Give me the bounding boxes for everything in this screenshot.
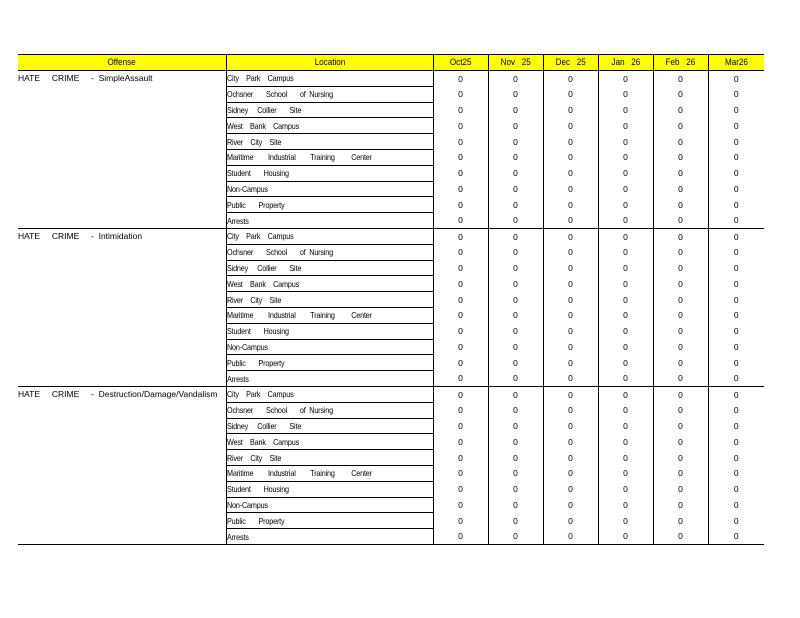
count-cell: 0 [543, 276, 598, 292]
count-cell: 0 [598, 228, 653, 244]
count-cell: 0 [653, 86, 708, 102]
location-label: Sidney Collier Site [226, 262, 301, 273]
count-cell: 0 [653, 165, 708, 181]
count-cell: 0 [653, 529, 708, 545]
count-cell: 0 [653, 213, 708, 229]
location-label: Non-Campus [226, 341, 268, 352]
count-cell: 0 [598, 355, 653, 371]
count-cell: 0 [598, 465, 653, 481]
location-cell [226, 371, 433, 387]
count-cell: 0 [598, 497, 653, 513]
count-cell: 0 [543, 228, 598, 244]
count-cell: 0 [708, 197, 764, 213]
location-cell [226, 434, 433, 450]
count-cell: 0 [433, 71, 488, 87]
location-cell [226, 181, 433, 197]
count-cell: 0 [433, 513, 488, 529]
count-cell: 0 [543, 418, 598, 434]
location-cell [226, 513, 433, 529]
count-cell: 0 [433, 149, 488, 165]
count-cell: 0 [543, 339, 598, 355]
count-cell: 0 [543, 465, 598, 481]
count-cell: 0 [653, 386, 708, 402]
count-cell: 0 [543, 260, 598, 276]
count-cell: 0 [653, 292, 708, 308]
location-cell [226, 386, 433, 402]
count-cell: 0 [598, 292, 653, 308]
count-cell: 0 [543, 165, 598, 181]
count-cell: 0 [433, 307, 488, 323]
count-cell: 0 [598, 260, 653, 276]
count-cell: 0 [708, 165, 764, 181]
count-cell: 0 [708, 149, 764, 165]
location-cell [226, 292, 433, 308]
count-cell: 0 [598, 371, 653, 387]
count-cell: 0 [653, 355, 708, 371]
offense-cell [18, 228, 226, 386]
count-cell: 0 [488, 371, 543, 387]
count-cell: 0 [488, 134, 543, 150]
offense-cell [18, 386, 226, 544]
location-label: Public Property [226, 199, 284, 210]
location-label: Ochsner School of Nursing [226, 247, 333, 258]
count-cell: 0 [598, 418, 653, 434]
count-cell: 0 [433, 529, 488, 545]
count-cell: 0 [433, 434, 488, 450]
count-cell: 0 [708, 513, 764, 529]
count-cell: 0 [543, 355, 598, 371]
count-cell: 0 [708, 355, 764, 371]
count-cell: 0 [433, 371, 488, 387]
count-cell: 0 [543, 497, 598, 513]
count-cell: 0 [653, 197, 708, 213]
location-cell [226, 260, 433, 276]
location-cell [226, 339, 433, 355]
location-cell [226, 402, 433, 418]
header-month: Feb 26 [653, 55, 708, 71]
count-cell: 0 [543, 213, 598, 229]
count-cell: 0 [598, 276, 653, 292]
crime-statistics-table [18, 54, 764, 545]
count-cell: 0 [598, 481, 653, 497]
location-cell [226, 165, 433, 181]
count-cell: 0 [543, 386, 598, 402]
count-cell: 0 [598, 307, 653, 323]
count-cell: 0 [653, 228, 708, 244]
count-cell: 0 [653, 513, 708, 529]
count-cell: 0 [708, 276, 764, 292]
location-cell [226, 355, 433, 371]
count-cell: 0 [543, 450, 598, 466]
location-label: Sidney Collier Site [226, 420, 301, 431]
count-cell: 0 [708, 450, 764, 466]
count-cell: 0 [488, 386, 543, 402]
count-cell: 0 [433, 355, 488, 371]
count-cell: 0 [488, 355, 543, 371]
location-label: Public Property [226, 515, 284, 526]
count-cell: 0 [653, 371, 708, 387]
count-cell: 0 [488, 260, 543, 276]
count-cell: 0 [488, 276, 543, 292]
location-cell [226, 86, 433, 102]
count-cell: 0 [543, 402, 598, 418]
count-cell: 0 [433, 213, 488, 229]
location-label: Ochsner School of Nursing [226, 89, 333, 100]
header-month: Oct25 [433, 55, 488, 71]
location-label: Maritime Industrial Training Center [226, 468, 372, 479]
location-cell [226, 244, 433, 260]
count-cell: 0 [598, 181, 653, 197]
count-cell: 0 [433, 402, 488, 418]
count-cell: 0 [433, 323, 488, 339]
count-cell: 0 [708, 307, 764, 323]
count-cell: 0 [598, 529, 653, 545]
location-label: River City Site [226, 452, 281, 463]
count-cell: 0 [433, 276, 488, 292]
count-cell: 0 [488, 481, 543, 497]
offense-label: HATE CRIME - Destruction/Damage/Vandalism [18, 388, 218, 399]
location-label: River City Site [226, 136, 281, 147]
count-cell: 0 [543, 292, 598, 308]
location-label: Student Housing [226, 484, 289, 495]
header-month: Jan 26 [598, 55, 653, 71]
count-cell: 0 [708, 497, 764, 513]
count-cell: 0 [598, 513, 653, 529]
location-cell [226, 276, 433, 292]
location-label: River City Site [226, 294, 281, 305]
location-label: Maritime Industrial Training Center [226, 310, 372, 321]
count-cell: 0 [488, 244, 543, 260]
location-label: Maritime Industrial Training Center [226, 152, 372, 163]
count-cell: 0 [433, 118, 488, 134]
location-cell [226, 228, 433, 244]
count-cell: 0 [708, 434, 764, 450]
offense-label: HATE CRIME - SimpleAssault [18, 73, 153, 83]
location-cell [226, 71, 433, 87]
header-month: Nov 25 [488, 55, 543, 71]
offense-cell [18, 71, 226, 229]
count-cell: 0 [708, 323, 764, 339]
location-label: Non-Campus [226, 499, 268, 510]
count-cell: 0 [598, 134, 653, 150]
count-cell: 0 [708, 292, 764, 308]
location-cell [226, 118, 433, 134]
location-label: Student Housing [226, 168, 289, 179]
count-cell: 0 [598, 323, 653, 339]
count-cell: 0 [708, 102, 764, 118]
offense-label: HATE CRIME - Intimidation [18, 230, 143, 241]
count-cell: 0 [653, 71, 708, 87]
count-cell: 0 [543, 118, 598, 134]
count-cell: 0 [598, 244, 653, 260]
header-month: Dec 25 [543, 55, 598, 71]
location-cell [226, 450, 433, 466]
count-cell: 0 [653, 418, 708, 434]
count-cell: 0 [543, 86, 598, 102]
count-cell: 0 [433, 481, 488, 497]
location-label: Non-Campus [226, 183, 268, 194]
count-cell: 0 [433, 450, 488, 466]
count-cell: 0 [653, 276, 708, 292]
count-cell: 0 [433, 134, 488, 150]
count-cell: 0 [433, 181, 488, 197]
location-cell [226, 481, 433, 497]
table-row [18, 386, 764, 402]
header-row [18, 55, 764, 71]
location-cell [226, 307, 433, 323]
count-cell: 0 [708, 371, 764, 387]
count-cell: 0 [543, 102, 598, 118]
count-cell: 0 [433, 386, 488, 402]
location-label: West Bank Campus [226, 120, 299, 131]
count-cell: 0 [433, 102, 488, 118]
count-cell: 0 [488, 181, 543, 197]
header-month: Mar26 [708, 55, 764, 71]
location-label: City Park Campus [226, 389, 294, 400]
count-cell: 0 [433, 292, 488, 308]
count-cell: 0 [653, 465, 708, 481]
count-cell: 0 [543, 197, 598, 213]
count-cell: 0 [598, 118, 653, 134]
count-cell: 0 [708, 260, 764, 276]
location-cell [226, 323, 433, 339]
location-cell [226, 497, 433, 513]
count-cell: 0 [543, 529, 598, 545]
count-cell: 0 [433, 165, 488, 181]
count-cell: 0 [708, 386, 764, 402]
count-cell: 0 [433, 339, 488, 355]
count-cell: 0 [433, 465, 488, 481]
location-label: West Bank Campus [226, 436, 299, 447]
count-cell: 0 [488, 434, 543, 450]
count-cell: 0 [598, 102, 653, 118]
count-cell: 0 [488, 292, 543, 308]
count-cell: 0 [488, 450, 543, 466]
count-cell: 0 [488, 402, 543, 418]
count-cell: 0 [488, 465, 543, 481]
count-cell: 0 [598, 86, 653, 102]
count-cell: 0 [598, 339, 653, 355]
count-cell: 0 [433, 197, 488, 213]
count-cell: 0 [598, 149, 653, 165]
count-cell: 0 [543, 244, 598, 260]
count-cell: 0 [543, 71, 598, 87]
count-cell: 0 [708, 529, 764, 545]
location-cell [226, 102, 433, 118]
table-row [18, 71, 764, 87]
count-cell: 0 [653, 434, 708, 450]
count-cell: 0 [598, 402, 653, 418]
location-label: Sidney Collier Site [226, 104, 301, 115]
count-cell: 0 [653, 307, 708, 323]
location-cell [226, 465, 433, 481]
location-label: Arrests [226, 531, 249, 542]
count-cell: 0 [653, 450, 708, 466]
count-cell: 0 [543, 371, 598, 387]
count-cell: 0 [543, 307, 598, 323]
count-cell: 0 [488, 513, 543, 529]
count-cell: 0 [598, 71, 653, 87]
location-label: Student Housing [226, 326, 289, 337]
count-cell: 0 [653, 118, 708, 134]
count-cell: 0 [488, 228, 543, 244]
count-cell: 0 [708, 213, 764, 229]
count-cell: 0 [488, 165, 543, 181]
count-cell: 0 [708, 71, 764, 87]
count-cell: 0 [653, 134, 708, 150]
location-cell [226, 197, 433, 213]
count-cell: 0 [543, 513, 598, 529]
count-cell: 0 [433, 86, 488, 102]
count-cell: 0 [708, 228, 764, 244]
count-cell: 0 [488, 149, 543, 165]
count-cell: 0 [708, 481, 764, 497]
count-cell: 0 [708, 181, 764, 197]
count-cell: 0 [488, 529, 543, 545]
location-cell [226, 149, 433, 165]
count-cell: 0 [653, 181, 708, 197]
count-cell: 0 [708, 244, 764, 260]
count-cell: 0 [653, 497, 708, 513]
count-cell: 0 [708, 339, 764, 355]
count-cell: 0 [653, 481, 708, 497]
count-cell: 0 [653, 402, 708, 418]
location-label: Ochsner School of Nursing [226, 405, 333, 416]
count-cell: 0 [653, 260, 708, 276]
location-label: City Park Campus [226, 231, 294, 242]
count-cell: 0 [488, 118, 543, 134]
count-cell: 0 [433, 418, 488, 434]
count-cell: 0 [598, 197, 653, 213]
location-cell [226, 418, 433, 434]
count-cell: 0 [708, 418, 764, 434]
count-cell: 0 [543, 323, 598, 339]
count-cell: 0 [708, 118, 764, 134]
location-label: Public Property [226, 357, 284, 368]
count-cell: 0 [488, 339, 543, 355]
count-cell: 0 [708, 465, 764, 481]
count-cell: 0 [488, 213, 543, 229]
count-cell: 0 [543, 434, 598, 450]
count-cell: 0 [653, 244, 708, 260]
count-cell: 0 [488, 497, 543, 513]
count-cell: 0 [433, 260, 488, 276]
location-cell [226, 529, 433, 545]
count-cell: 0 [488, 323, 543, 339]
count-cell: 0 [653, 339, 708, 355]
location-label: West Bank Campus [226, 278, 299, 289]
count-cell: 0 [433, 497, 488, 513]
location-label: Arrests [226, 373, 249, 384]
count-cell: 0 [488, 71, 543, 87]
count-cell: 0 [598, 213, 653, 229]
count-cell: 0 [653, 323, 708, 339]
count-cell: 0 [488, 102, 543, 118]
count-cell: 0 [433, 244, 488, 260]
location-cell [226, 213, 433, 229]
table-row [18, 228, 764, 244]
count-cell: 0 [653, 102, 708, 118]
count-cell: 0 [543, 481, 598, 497]
count-cell: 0 [488, 418, 543, 434]
count-cell: 0 [598, 165, 653, 181]
count-cell: 0 [543, 181, 598, 197]
count-cell: 0 [708, 86, 764, 102]
count-cell: 0 [433, 228, 488, 244]
count-cell: 0 [488, 197, 543, 213]
location-cell [226, 134, 433, 150]
count-cell: 0 [488, 86, 543, 102]
count-cell: 0 [653, 149, 708, 165]
location-label: City Park Campus [226, 73, 294, 84]
table-body [18, 71, 764, 545]
location-label: Arrests [226, 215, 249, 226]
header-location: Location [226, 55, 433, 71]
count-cell: 0 [598, 434, 653, 450]
count-cell: 0 [488, 307, 543, 323]
count-cell: 0 [598, 386, 653, 402]
count-cell: 0 [708, 134, 764, 150]
header-offense: Offense [18, 55, 226, 71]
count-cell: 0 [708, 402, 764, 418]
count-cell: 0 [543, 134, 598, 150]
count-cell: 0 [543, 149, 598, 165]
count-cell: 0 [598, 450, 653, 466]
